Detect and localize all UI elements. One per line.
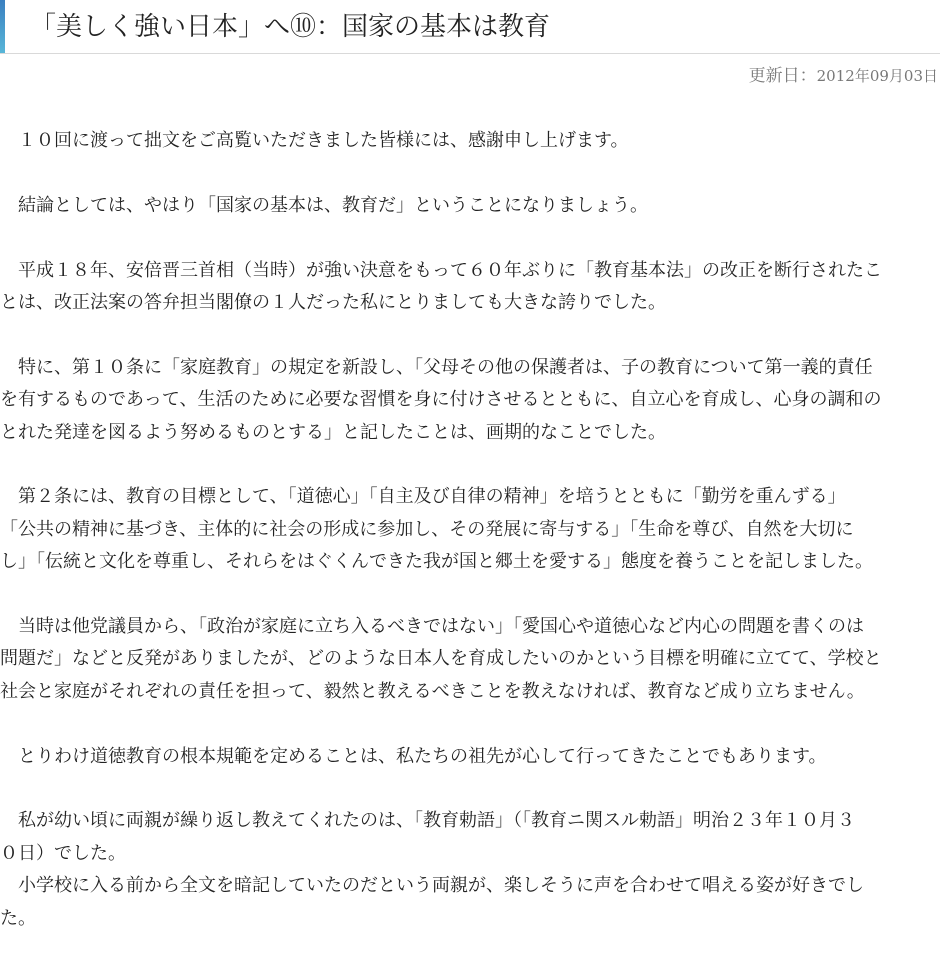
text-line: を有するものであって、生活のために必要な習慣を身に付けさせるとともに、自立心を育成し、心身の調和の [0,389,882,411]
paragraph-moral-education [0,741,940,773]
title-accent-bar [0,0,5,53]
text-line: とれた発達を図るよう努めるものとする」と記したことは、画期的なことでした。 [0,421,666,443]
text-line: １０回に渡って拙文をご高覧いただきました皆様には、感謝申し上げます。 [0,130,629,151]
text-line: 小学校に入る前から全文を暗記していたのだという両親が、楽しそうに声を合わせて唱える姿が好きでし [0,875,864,897]
text-line: 私が幼い頃に両親が繰り返し教えてくれたのは、「教育勅語」（「教育ニ関スル勅語」明治２３年１０月３ [0,810,855,832]
text-line: た。 [0,907,36,929]
text-line: 結論としては、やはり「国家の基本は、教育だ」ということになりましょう。 [0,194,648,216]
paragraph-parents [0,870,940,935]
updated-date [749,64,938,88]
text-line: 平成１８年、安倍晋三首相（当時）が強い決意をもって６０年ぶりに「教育基本法」の改正を断行されたこ [0,259,882,281]
article-body [0,125,940,935]
paragraph-education-law [0,255,940,320]
page-title: 「美しく強い日本」へ⑩：国家の基本は教育 [30,12,551,42]
updated-date-value: 2012年09月03日 [816,67,938,85]
updated-label: 更新日： [748,66,817,86]
text-line: ０日）でした。 [0,842,126,864]
text-line: 当時は他党議員から、「政治が家庭に立ち入るべきではない」「愛国心や道徳心など内心の問題を書くのは [0,616,864,638]
text-line: 問題だ」などと反発がありましたが、どのような日本人を育成したいのかという目標を明確に立てて、学校と [0,648,882,670]
paragraph-conclusion [0,190,940,222]
paragraph-thanks [0,125,940,157]
text-line: 「公共の精神に基づき、主体的に社会の形成に参加し、その発展に寄与する」「生命を尊び、自然を大切に [0,518,854,540]
text-line: 第２条には、教育の目標として、「道徳心」「自主及び自律の精神」を培うとともに「勤労を重んずる」 [0,486,846,508]
paragraph-family-education [0,352,940,449]
paragraph-article-2 [0,481,940,578]
text-line: 特に、第１０条に「家庭教育」の規定を新設し、「父母その他の保護者は、子の教育について第一義的責任 [0,356,873,378]
text-line: し」「伝統と文化を尊重し、それらをはぐくんできた我が国と郷土を愛する」態度を養うことを記しました。 [0,551,873,573]
text-line: とは、改正法案の答弁担当閣僚の１人だった私にとりましても大きな誇りでした。 [0,292,666,313]
text-line: 社会と家庭がそれぞれの責任を担って、毅然と教えるべきことを教えなければ、教育など成り立ちません。 [0,680,865,702]
paragraph-imperial-rescript [0,805,940,870]
title-bar [0,0,940,54]
paragraph-opposition [0,611,940,708]
text-line: とりわけ道徳教育の根本規範を定めることは、私たちの祖先が心して行ってきたことでもあります。 [0,745,827,767]
